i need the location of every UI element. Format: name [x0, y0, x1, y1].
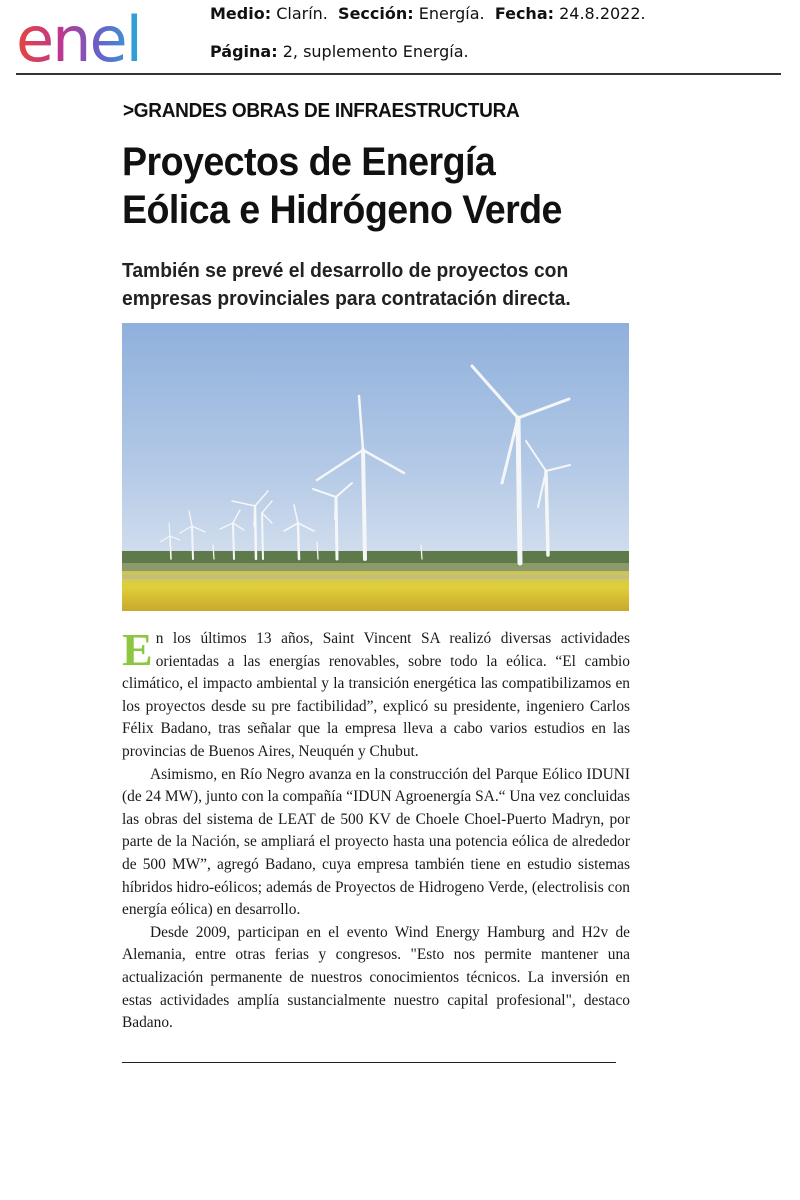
article-headline: Proyectos de Energía Eólica e Hidrógeno Verde	[122, 140, 562, 232]
header-divider	[16, 73, 781, 75]
fecha-label: Fecha:	[494, 4, 555, 23]
pagina-value: 2, suplemento Energía.	[282, 42, 469, 61]
fecha-value: 24.8.2022.	[559, 4, 646, 23]
page-line	[210, 42, 469, 61]
svg-text:enel: enel	[16, 6, 141, 68]
article-kicker: >GRANDES OBRAS DE INFRAESTRUCTURA	[123, 100, 520, 122]
enel-logo	[14, 6, 174, 68]
medio-value: Clarín.	[276, 4, 328, 23]
seccion-value: Energía.	[418, 4, 485, 23]
wind-farm-photo	[122, 323, 629, 611]
paragraph-1: En los últimos 13 años, Saint Vincent SA realizó diversas actividades orientadas a las energías renovables, sobre todo la eólica. “El cambio climático, el impacto ambiental y la transición energética las compatibilizamos en los proyectos desde su pre factibilidad”, explicó su presidente, ingeniero Carlos Félix Badano, tras señalar que la empresa lleva a cabo varios estudios en las provincias de Buenos Aires, Neuquén y Chubut.	[122, 624, 630, 760]
medio-label: Medio:	[210, 4, 272, 23]
source-line	[210, 4, 646, 23]
article-body	[122, 624, 630, 1035]
paragraph-3: Desde 2009, participan en el evento Wind Energy Hamburg and H2v de Alemania, entre otras ferias y congresos. "Esto nos permite mantener una actualización permanente de nuestros conocimientos técnicos. La inversión en estas actividades amplía sustancialmente nuestro capital profesional", destaco Badano.	[122, 923, 630, 1032]
pagina-label: Página:	[210, 42, 278, 61]
article-end-rule	[122, 1062, 616, 1063]
article-subhead: También se prevé el desarrollo de proyectos con empresas provinciales para contratación directa.	[122, 259, 571, 310]
seccion-label: Sección:	[338, 4, 414, 23]
paragraph-2: Asimismo, en Río Negro avanza en la construcción del Parque Eólico IDUNI (de 24 MW), junto con la compañía “IDUN Agroenergía SA.“ Una vez concluidas las obras del sistema de LEAT de 500 KV de Choele Choel-Puerto Madryn, por parte de la Nación, se ampliará el proyecto hasta una potencia eólica de alrededor de 500 MW”, agregó Badano, cuya empresa también tiene en estudio sistemas híbridos hidro-eólicos; además de Proyectos de Hidrogeno Verde, (electrolisis con energía eólica) en desarrollo.	[122, 765, 630, 919]
dropcap: E	[122, 624, 153, 675]
